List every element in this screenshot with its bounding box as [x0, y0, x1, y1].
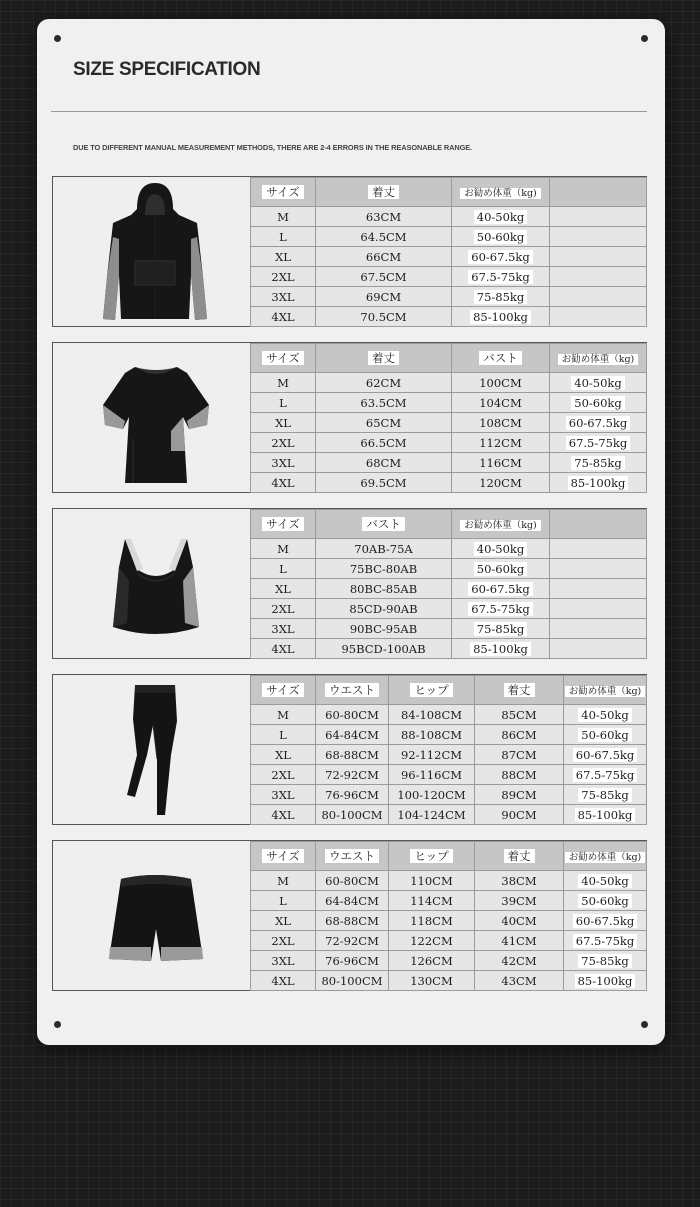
- table-header-row: [251, 344, 647, 373]
- table-row: [251, 911, 647, 931]
- size-cell: XL: [251, 579, 316, 599]
- table-row: [251, 247, 647, 267]
- size-table-sports-bra: [250, 509, 647, 659]
- weight-label: 60-67.5kg: [468, 250, 532, 264]
- column-header: [564, 676, 647, 705]
- size-chart-card: [37, 19, 665, 1045]
- value-cell: [564, 805, 647, 825]
- tshirt-image: [53, 343, 251, 492]
- header-label: 着丈: [368, 185, 399, 199]
- size-cell: 2XL: [251, 931, 316, 951]
- weight-label: 85-100kg: [470, 310, 531, 324]
- size-cell: 4XL: [251, 473, 316, 493]
- column-header: [316, 676, 389, 705]
- table-row: [251, 951, 647, 971]
- value-cell: 96-116CM: [389, 765, 475, 785]
- value-cell: 64.5CM: [316, 227, 452, 247]
- table-row: [251, 539, 647, 559]
- table-row: [251, 725, 647, 745]
- size-cell: M: [251, 871, 316, 891]
- value-cell: 85CM: [475, 705, 564, 725]
- header-label: サイズ: [262, 517, 304, 531]
- value-cell: [564, 871, 647, 891]
- size-cell: L: [251, 227, 316, 247]
- header-label: サイズ: [262, 849, 304, 863]
- column-header: [316, 842, 389, 871]
- value-cell: 114CM: [389, 891, 475, 911]
- value-cell: 68CM: [316, 453, 452, 473]
- measurement-note: DUE TO DIFFERENT MANUAL MEASUREMENT METHODS, THERE ARE 2-4 ERRORS IN THE REASONABLE RANGE.: [73, 143, 473, 152]
- column-header: [251, 178, 316, 207]
- value-cell: 87CM: [475, 745, 564, 765]
- value-cell: 70.5CM: [316, 307, 452, 327]
- value-cell: [564, 971, 647, 991]
- corner-dot: [54, 1021, 61, 1028]
- title-divider: [51, 111, 647, 112]
- value-cell: 66CM: [316, 247, 452, 267]
- value-cell: 122CM: [389, 931, 475, 951]
- weight-label: 40-50kg: [578, 874, 631, 888]
- value-cell: [452, 639, 550, 659]
- table-row: [251, 433, 647, 453]
- weight-label: 50-60kg: [474, 230, 527, 244]
- value-cell: 80-100CM: [316, 971, 389, 991]
- size-cell: 3XL: [251, 453, 316, 473]
- table-row: [251, 705, 647, 725]
- table-row: [251, 307, 647, 327]
- value-cell: 40CM: [475, 911, 564, 931]
- sports-bra-image: [53, 509, 251, 658]
- column-header: [452, 510, 550, 539]
- table-header-row: [251, 842, 647, 871]
- weight-label: 50-60kg: [571, 396, 624, 410]
- header-label: バスト: [362, 517, 405, 531]
- table-row: [251, 453, 647, 473]
- size-cell: 3XL: [251, 287, 316, 307]
- value-cell: 120CM: [452, 473, 550, 493]
- value-cell: 92-112CM: [389, 745, 475, 765]
- value-cell: 72-92CM: [316, 765, 389, 785]
- weight-label: 67.5-75kg: [468, 602, 532, 616]
- weight-label: 60-67.5kg: [468, 582, 532, 596]
- value-cell: [452, 559, 550, 579]
- value-cell: 41CM: [475, 931, 564, 951]
- size-cell: M: [251, 539, 316, 559]
- size-table-hoodie: [250, 177, 647, 327]
- weight-label: 50-60kg: [474, 562, 527, 576]
- column-header: [251, 842, 316, 871]
- value-cell: 100-120CM: [389, 785, 475, 805]
- value-cell: [452, 307, 550, 327]
- column-header: [550, 510, 647, 539]
- value-cell: [550, 287, 647, 307]
- value-cell: 67.5CM: [316, 267, 452, 287]
- table-row: [251, 413, 647, 433]
- value-cell: 70AB-75A: [316, 539, 452, 559]
- column-header: [452, 178, 550, 207]
- table-row: [251, 559, 647, 579]
- value-cell: [550, 393, 647, 413]
- shorts-image: [53, 841, 251, 990]
- weight-label: 85-100kg: [568, 476, 629, 490]
- column-header: [316, 510, 452, 539]
- value-cell: 118CM: [389, 911, 475, 931]
- weight-label: 75-85kg: [474, 622, 527, 636]
- weight-label: 75-85kg: [474, 290, 527, 304]
- header-label: お勧め体重（kg): [565, 686, 646, 697]
- column-header: [316, 344, 452, 373]
- value-cell: 63CM: [316, 207, 452, 227]
- column-header: [389, 676, 475, 705]
- value-cell: [564, 705, 647, 725]
- value-cell: 63.5CM: [316, 393, 452, 413]
- value-cell: 65CM: [316, 413, 452, 433]
- value-cell: [550, 559, 647, 579]
- table-row: [251, 287, 647, 307]
- value-cell: [550, 453, 647, 473]
- value-cell: 76-96CM: [316, 785, 389, 805]
- size-cell: M: [251, 207, 316, 227]
- value-cell: 64-84CM: [316, 891, 389, 911]
- value-cell: [550, 207, 647, 227]
- table-row: [251, 971, 647, 991]
- weight-label: 40-50kg: [578, 708, 631, 722]
- header-label: お勧め体重（kg): [565, 852, 646, 863]
- value-cell: 90BC-95AB: [316, 619, 452, 639]
- value-cell: [550, 373, 647, 393]
- value-cell: [564, 745, 647, 765]
- size-table-shorts: [250, 841, 647, 991]
- table-row: [251, 373, 647, 393]
- size-cell: 3XL: [251, 785, 316, 805]
- value-cell: 62CM: [316, 373, 452, 393]
- corner-dot: [641, 1021, 648, 1028]
- value-cell: 95BCD-100AB: [316, 639, 452, 659]
- weight-label: 50-60kg: [578, 894, 631, 908]
- value-cell: [550, 619, 647, 639]
- value-cell: [452, 267, 550, 287]
- value-cell: [564, 891, 647, 911]
- size-cell: 4XL: [251, 971, 316, 991]
- value-cell: [550, 413, 647, 433]
- value-cell: 66.5CM: [316, 433, 452, 453]
- weight-label: 50-60kg: [578, 728, 631, 742]
- value-cell: [550, 639, 647, 659]
- column-header: [389, 842, 475, 871]
- value-cell: 85CD-90AB: [316, 599, 452, 619]
- value-cell: 104CM: [452, 393, 550, 413]
- size-cell: XL: [251, 413, 316, 433]
- size-cell: 4XL: [251, 639, 316, 659]
- value-cell: 60-80CM: [316, 871, 389, 891]
- weight-label: 75-85kg: [578, 788, 631, 802]
- table-row: [251, 805, 647, 825]
- value-cell: 60-80CM: [316, 705, 389, 725]
- value-cell: [550, 579, 647, 599]
- value-cell: 80BC-85AB: [316, 579, 452, 599]
- hoodie-image: [53, 177, 251, 326]
- header-label: ウエスト: [325, 683, 379, 697]
- table-row: [251, 765, 647, 785]
- header-label: お勧め体重（kg): [460, 520, 541, 531]
- column-header: [452, 344, 550, 373]
- size-cell: L: [251, 393, 316, 413]
- size-cell: 2XL: [251, 599, 316, 619]
- table-header-row: [251, 510, 647, 539]
- size-cell: 2XL: [251, 765, 316, 785]
- value-cell: 126CM: [389, 951, 475, 971]
- header-label: サイズ: [262, 185, 304, 199]
- table-row: [251, 745, 647, 765]
- value-cell: [452, 247, 550, 267]
- column-header: [475, 842, 564, 871]
- page-title: SIZE SPECIFICATION: [73, 59, 261, 80]
- column-header: [251, 344, 316, 373]
- header-label: バスト: [479, 351, 522, 365]
- column-header: [475, 676, 564, 705]
- weight-label: 75-85kg: [571, 456, 624, 470]
- table-row: [251, 785, 647, 805]
- weight-label: 67.5-75kg: [566, 436, 630, 450]
- value-cell: 68-88CM: [316, 745, 389, 765]
- header-label: ヒップ: [410, 849, 452, 863]
- value-cell: [550, 539, 647, 559]
- table-row: [251, 871, 647, 891]
- size-table-tshirt: [250, 343, 647, 493]
- value-cell: [550, 599, 647, 619]
- value-cell: [452, 619, 550, 639]
- value-cell: 64-84CM: [316, 725, 389, 745]
- table-row: [251, 227, 647, 247]
- weight-label: 60-67.5kg: [573, 914, 637, 928]
- column-header: [251, 676, 316, 705]
- value-cell: 84-108CM: [389, 705, 475, 725]
- value-cell: [452, 207, 550, 227]
- weight-label: 67.5-75kg: [468, 270, 532, 284]
- value-cell: [564, 765, 647, 785]
- weight-label: 40-50kg: [474, 210, 527, 224]
- value-cell: 42CM: [475, 951, 564, 971]
- value-cell: 116CM: [452, 453, 550, 473]
- table-row: [251, 473, 647, 493]
- table-row: [251, 619, 647, 639]
- weight-label: 67.5-75kg: [573, 768, 637, 782]
- value-cell: 89CM: [475, 785, 564, 805]
- table-row: [251, 891, 647, 911]
- size-cell: 3XL: [251, 951, 316, 971]
- table-row: [251, 931, 647, 951]
- header-label: 着丈: [368, 351, 399, 365]
- value-cell: [564, 931, 647, 951]
- size-cell: M: [251, 705, 316, 725]
- header-label: サイズ: [262, 351, 304, 365]
- value-cell: [564, 725, 647, 745]
- value-cell: 88-108CM: [389, 725, 475, 745]
- column-header: [316, 178, 452, 207]
- size-block-sports-bra: [52, 508, 647, 659]
- weight-label: 60-67.5kg: [566, 416, 630, 430]
- value-cell: [550, 247, 647, 267]
- size-cell: M: [251, 373, 316, 393]
- value-cell: [452, 227, 550, 247]
- column-header: [550, 344, 647, 373]
- weight-label: 85-100kg: [575, 808, 636, 822]
- weight-label: 75-85kg: [578, 954, 631, 968]
- weight-label: 60-67.5kg: [573, 748, 637, 762]
- value-cell: [452, 287, 550, 307]
- value-cell: 39CM: [475, 891, 564, 911]
- header-label: サイズ: [262, 683, 304, 697]
- table-row: [251, 579, 647, 599]
- value-cell: 69CM: [316, 287, 452, 307]
- size-cell: 2XL: [251, 433, 316, 453]
- table-header-row: [251, 676, 647, 705]
- weight-label: 40-50kg: [474, 542, 527, 556]
- table-header-row: [251, 178, 647, 207]
- value-cell: 38CM: [475, 871, 564, 891]
- size-cell: 3XL: [251, 619, 316, 639]
- value-cell: 75BC-80AB: [316, 559, 452, 579]
- size-cell: 4XL: [251, 307, 316, 327]
- weight-label: 67.5-75kg: [573, 934, 637, 948]
- header-label: 着丈: [504, 683, 535, 697]
- header-label: お勧め体重（kg): [460, 188, 541, 199]
- size-block-shorts: [52, 840, 647, 991]
- value-cell: 100CM: [452, 373, 550, 393]
- value-cell: [550, 267, 647, 287]
- table-row: [251, 207, 647, 227]
- value-cell: [550, 307, 647, 327]
- size-cell: 4XL: [251, 805, 316, 825]
- value-cell: [564, 951, 647, 971]
- value-cell: 110CM: [389, 871, 475, 891]
- header-label: ヒップ: [410, 683, 452, 697]
- value-cell: [550, 433, 647, 453]
- header-label: ウエスト: [325, 849, 379, 863]
- size-block-tshirt: [52, 342, 647, 493]
- value-cell: [452, 599, 550, 619]
- value-cell: 130CM: [389, 971, 475, 991]
- corner-dot: [54, 35, 61, 42]
- value-cell: 72-92CM: [316, 931, 389, 951]
- size-cell: XL: [251, 745, 316, 765]
- value-cell: 108CM: [452, 413, 550, 433]
- size-cell: L: [251, 559, 316, 579]
- value-cell: 88CM: [475, 765, 564, 785]
- table-row: [251, 599, 647, 619]
- value-cell: 43CM: [475, 971, 564, 991]
- value-cell: [564, 785, 647, 805]
- size-block-hoodie: [52, 176, 647, 327]
- leggings-image: [53, 675, 251, 824]
- value-cell: 68-88CM: [316, 911, 389, 931]
- size-cell: XL: [251, 247, 316, 267]
- value-cell: 69.5CM: [316, 473, 452, 493]
- size-cell: XL: [251, 911, 316, 931]
- column-header: [251, 510, 316, 539]
- value-cell: [550, 473, 647, 493]
- value-cell: [452, 579, 550, 599]
- value-cell: 104-124CM: [389, 805, 475, 825]
- column-header: [550, 178, 647, 207]
- header-label: お勧め体重（kg): [558, 354, 639, 365]
- table-row: [251, 267, 647, 287]
- size-cell: L: [251, 891, 316, 911]
- size-cell: L: [251, 725, 316, 745]
- value-cell: 80-100CM: [316, 805, 389, 825]
- value-cell: 86CM: [475, 725, 564, 745]
- value-cell: [550, 227, 647, 247]
- size-cell: 2XL: [251, 267, 316, 287]
- weight-label: 85-100kg: [575, 974, 636, 988]
- value-cell: 90CM: [475, 805, 564, 825]
- table-row: [251, 393, 647, 413]
- value-cell: 112CM: [452, 433, 550, 453]
- column-header: [564, 842, 647, 871]
- value-cell: [564, 911, 647, 931]
- value-cell: 76-96CM: [316, 951, 389, 971]
- size-table-leggings: [250, 675, 647, 825]
- corner-dot: [641, 35, 648, 42]
- table-row: [251, 639, 647, 659]
- header-label: 着丈: [504, 849, 535, 863]
- size-block-leggings: [52, 674, 647, 825]
- weight-label: 40-50kg: [571, 376, 624, 390]
- value-cell: [452, 539, 550, 559]
- weight-label: 85-100kg: [470, 642, 531, 656]
